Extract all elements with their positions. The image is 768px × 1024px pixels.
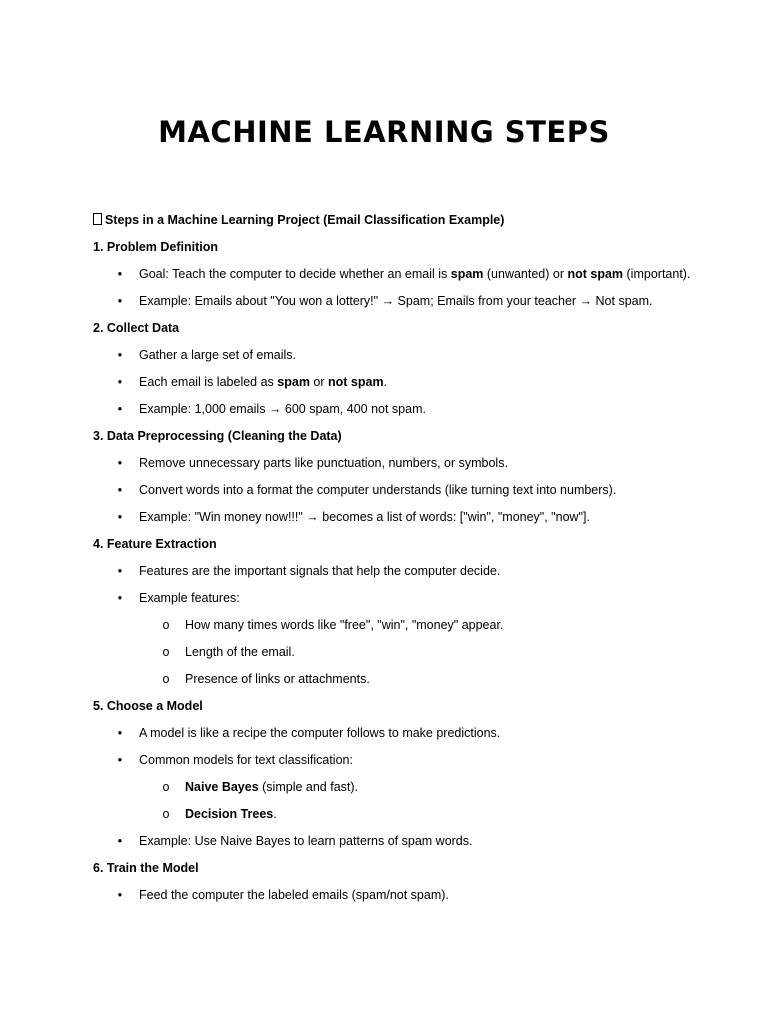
sub-list-item	[139, 779, 693, 796]
emphasis-text: Decision Trees	[185, 807, 274, 821]
list-item	[93, 563, 693, 580]
text-run: (simple and fast).	[258, 780, 359, 794]
bullet-icon: •	[117, 591, 123, 605]
list-item-text	[139, 510, 590, 524]
list-item-text	[139, 834, 472, 848]
bullet-list	[93, 266, 693, 310]
text-run: or	[309, 375, 328, 389]
text-run: (unwanted) or	[483, 267, 568, 281]
bullet-list	[93, 563, 693, 688]
circle-bullet-icon: o	[162, 807, 170, 821]
list-item-text	[139, 402, 426, 416]
bullet-list	[93, 347, 693, 418]
bullet-list	[93, 455, 693, 526]
sub-list	[139, 617, 693, 688]
intro-heading	[93, 212, 693, 229]
sub-list-item	[139, 617, 693, 634]
bullet-icon: •	[117, 564, 123, 578]
missing-glyph-icon	[93, 213, 102, 225]
list-item-text	[139, 348, 296, 362]
list-item-text	[139, 294, 652, 308]
section-heading: 5. Choose a Model	[93, 699, 203, 713]
bullet-icon: •	[117, 510, 123, 524]
sub-list-item	[139, 806, 693, 823]
sub-list-item-text	[185, 780, 358, 794]
bullet-icon: •	[117, 402, 123, 416]
list-item-text	[139, 456, 508, 470]
text-run: Example: 1,000 emails → 600 spam, 400 not spam.	[139, 402, 426, 416]
text-run: Common models for text classification:	[139, 753, 353, 767]
bullet-list	[93, 887, 693, 904]
text-run: A model is like a recipe the computer follows to make predictions.	[139, 726, 501, 740]
section-heading: 1. Problem Definition	[93, 240, 219, 254]
list-item	[93, 374, 693, 391]
bullet-icon: •	[117, 294, 123, 308]
circle-bullet-icon: o	[162, 780, 170, 794]
sub-list-item	[139, 671, 693, 688]
text-run: Remove unnecessary parts like punctuation, numbers, or symbols.	[139, 456, 508, 470]
section-heading: 6. Train the Model	[93, 861, 199, 875]
bullet-icon: •	[117, 888, 123, 902]
text-run: Presence of links or attachments.	[185, 672, 370, 686]
list-item	[93, 293, 693, 310]
text-run: .	[383, 375, 388, 389]
list-item-text	[139, 267, 690, 281]
list-item	[93, 482, 693, 499]
circle-bullet-icon: o	[162, 672, 170, 686]
text-run: Example: "Win money now!!!" → becomes a list of words: ["win", "money", "now"].	[139, 510, 590, 524]
bullet-icon: •	[117, 267, 123, 281]
text-run: Example features:	[139, 591, 240, 605]
document-body	[93, 212, 693, 914]
text-run: Features are the important signals that help the computer decide.	[139, 564, 501, 578]
text-run: .	[273, 807, 277, 821]
section-heading: 3. Data Preprocessing (Cleaning the Data)	[93, 429, 342, 443]
circle-bullet-icon: o	[162, 618, 170, 632]
sub-list-item	[139, 644, 693, 661]
text-run: Length of the email.	[185, 645, 295, 659]
bullet-icon: •	[117, 375, 123, 389]
list-item-text	[139, 726, 500, 740]
bullet-icon: •	[117, 483, 123, 497]
sub-list-item-text	[185, 807, 277, 821]
list-item	[93, 725, 693, 742]
list-item	[93, 266, 693, 283]
bullet-icon: •	[117, 753, 123, 767]
text-run: Convert words into a format the computer understands (like turning text into numbers).	[139, 483, 617, 497]
list-item	[93, 347, 693, 364]
emphasis-text: not spam	[567, 267, 624, 281]
bullet-icon: •	[117, 348, 123, 362]
list-item-text	[139, 483, 616, 497]
list-item-text	[139, 591, 240, 605]
list-item-text	[139, 564, 500, 578]
list-item	[93, 833, 693, 850]
list-item	[93, 509, 693, 526]
circle-bullet-icon: o	[162, 645, 170, 659]
emphasis-text: spam	[277, 375, 310, 389]
bullet-icon: •	[117, 456, 123, 470]
sub-list-item-text	[185, 672, 370, 686]
section-heading: 4. Feature Extraction	[93, 537, 217, 551]
text-run: Goal: Teach the computer to decide whether an email is	[139, 267, 451, 281]
list-item-text	[139, 753, 353, 767]
list-item-text	[139, 375, 387, 389]
page-title: MACHINE LEARNING STEPS	[158, 115, 610, 149]
list-item	[93, 590, 693, 688]
list-item	[93, 752, 693, 823]
bullet-icon: •	[117, 726, 123, 740]
list-item	[93, 455, 693, 472]
text-run: Each email is labeled as	[139, 375, 278, 389]
text-run: How many times words like "free", "win", "money" appear.	[185, 618, 504, 632]
intro-text: Steps in a Machine Learning Project (Email Classification Example)	[105, 213, 505, 227]
text-run: Gather a large set of emails.	[139, 348, 297, 362]
list-item-text	[139, 888, 449, 902]
bullet-icon: •	[117, 834, 123, 848]
sub-list-item-text	[185, 618, 503, 632]
sub-list-item-text	[185, 645, 295, 659]
emphasis-text: spam	[450, 267, 484, 281]
sub-list	[139, 779, 693, 823]
emphasis-text: not spam	[328, 375, 384, 389]
text-run: (important).	[623, 267, 691, 281]
text-run: Example: Emails about "You won a lottery!" → Spam; Emails from your teacher → Not spam.	[139, 294, 653, 308]
emphasis-text: Naive Bayes	[185, 780, 259, 794]
bullet-list	[93, 725, 693, 850]
section-heading: 2. Collect Data	[93, 321, 180, 335]
text-run: Feed the computer the labeled emails (spam/not spam).	[139, 888, 449, 902]
list-item	[93, 401, 693, 418]
text-run: Example: Use Naive Bayes to learn patterns of spam words.	[139, 834, 473, 848]
list-item	[93, 887, 693, 904]
